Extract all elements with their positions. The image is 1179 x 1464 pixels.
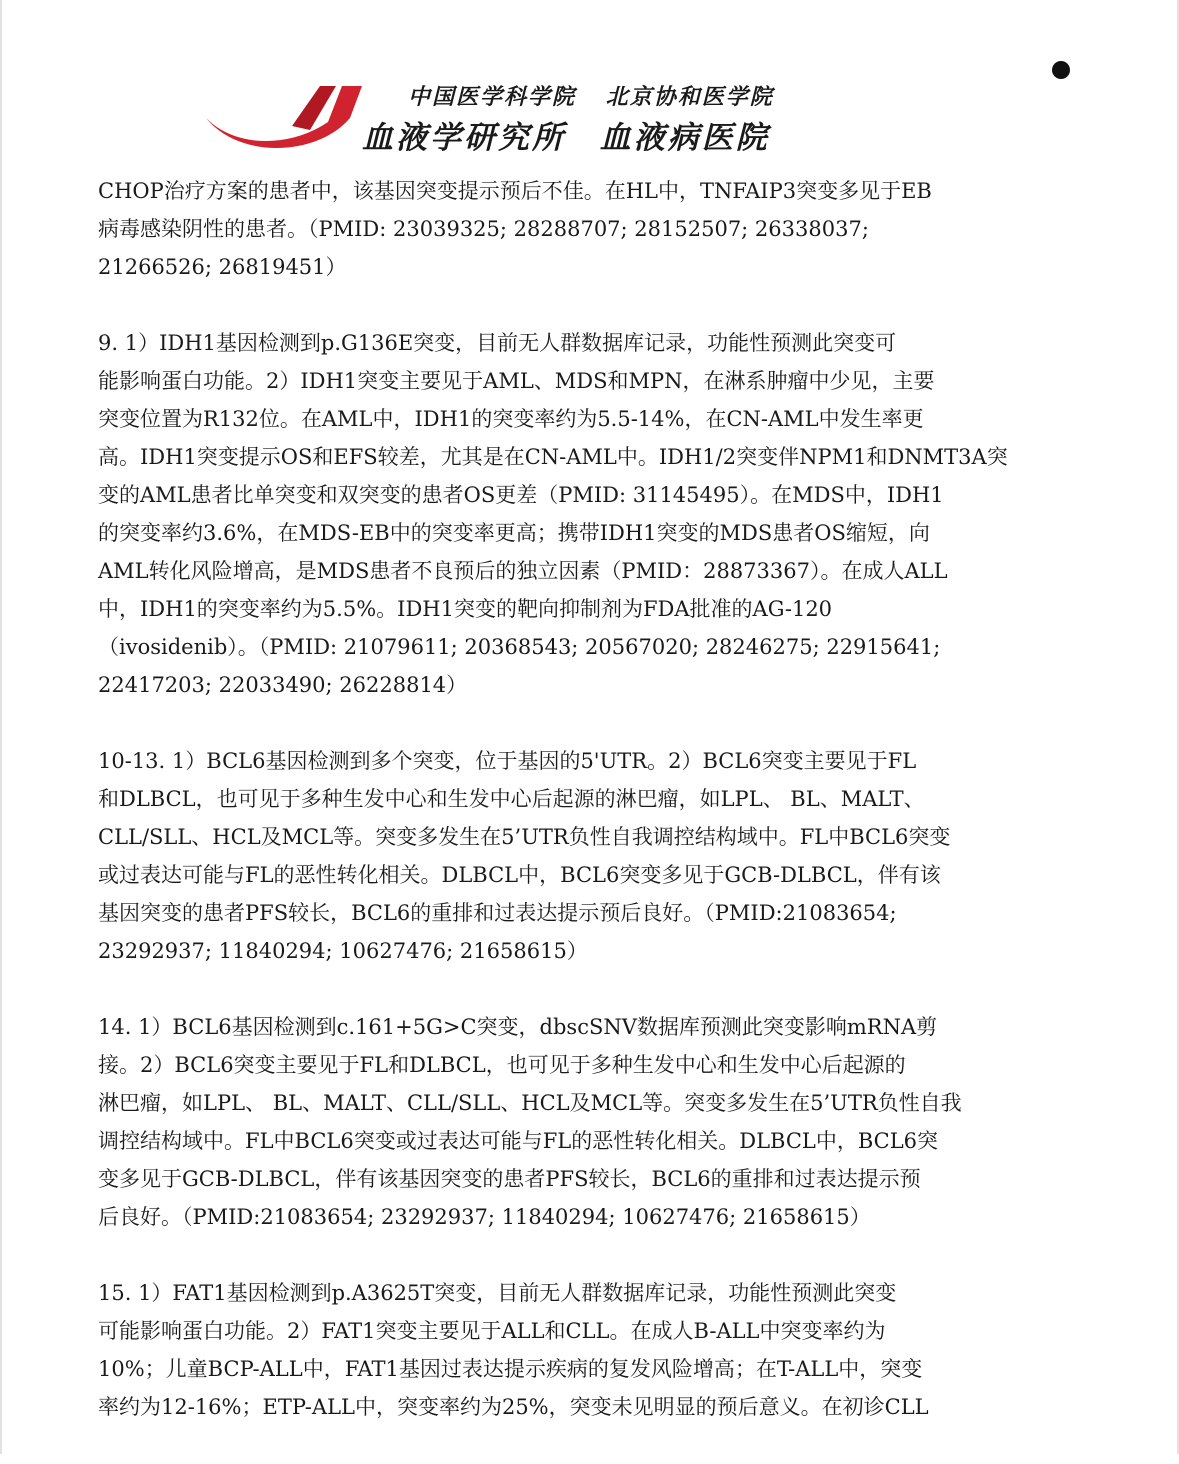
paragraph-idh1	[98, 324, 1038, 704]
text-line: 可能影响蛋白功能。2）FAT1突变主要见于ALL和CLL。在成人B-ALL中突变率约为	[98, 1319, 886, 1343]
text-line: 21266526; 26819451）	[98, 255, 347, 279]
text-line: 能影响蛋白功能。2）IDH1突变主要见于AML、MDS和MPN，在淋系肿瘤中少见，主要	[98, 369, 935, 393]
red-swoosh-logo-icon	[200, 78, 370, 158]
text-line: CLL/SLL、HCL及MCL等。突变多发生在5’UTR负性自我调控结构域中。FL中BCL6突变	[98, 825, 951, 849]
parent-institutions	[408, 80, 794, 111]
black-dot-marker	[1052, 61, 1070, 79]
text-line: 15. 1）FAT1基因检测到p.A3625T突变，目前无人群数据库记录，功能性预测此突变	[98, 1281, 897, 1305]
text-line: 变的AML患者比单突变和双突变的患者OS更差（PMID: 31145495）。在MDS中，IDH1	[98, 483, 944, 507]
institution-header	[200, 78, 800, 158]
text-line: 和DLBCL，也可见于多种生发中心和生发中心后起源的淋巴瘤，如LPL、 BL、MALT、	[98, 787, 925, 811]
text-line: 10%；儿童BCP-ALL中，FAT1基因过表达提示疾病的复发风险增高；在T-ALL中，突变	[98, 1357, 923, 1381]
text-line: 后良好。（PMID:21083654; 23292937; 11840294; 10627476; 21658615）	[98, 1205, 871, 1229]
text-line: AML转化风险增高，是MDS患者不良预后的独立因素（PMID：28873367）。在成人ALL	[98, 559, 948, 583]
text-line: 23292937; 11840294; 10627476; 21658615）	[98, 939, 588, 963]
text-line: 9. 1）IDH1基因检测到p.G136E突变，目前无人群数据库记录，功能性预测此突变可	[98, 331, 897, 355]
text-line: 中，IDH1的突变率约为5.5%。IDH1突变的靶向抑制剂为FDA批准的AG-120	[98, 597, 833, 621]
text-line: 的突变率约3.6%，在MDS-EB中的突变率更高；携带IDH1突变的MDS患者OS缩短，向	[98, 521, 930, 545]
institute-names	[362, 112, 790, 157]
text-line: 病毒感染阴性的患者。（PMID: 23039325; 28288707; 28152507; 26338037;	[98, 217, 869, 241]
text-line: 10-13. 1）BCL6基因检测到多个突变，位于基因的5'UTR。2）BCL6突变主要见于FL	[98, 749, 917, 773]
text-line: 14. 1）BCL6基因检测到c.161+5G>C突变，dbscSNV数据库预测此突变影响mRNA剪	[98, 1015, 938, 1039]
text-line: 或过表达可能与FL的恶性转化相关。DLBCL中，BCL6突变多见于GCB-DLBCL，伴有该	[98, 863, 941, 887]
text-line: 淋巴瘤，如LPL、 BL、MALT、CLL/SLL、HCL及MCL等。突变多发生在5’UTR负性自我	[98, 1091, 962, 1115]
paragraph-bcl6-utr	[98, 742, 1038, 970]
paragraph-tnfaip3	[98, 172, 1038, 286]
text-line: 接。2）BCL6突变主要见于FL和DLBCL，也可见于多种生发中心和生发中心后起源的	[98, 1053, 906, 1077]
text-line: CHOP治疗方案的患者中，该基因突变提示预后不佳。在HL中，TNFAIP3突变多见于EB	[98, 179, 932, 203]
institution-name: 中国医学科学院	[408, 84, 577, 110]
paragraph-bcl6-splice	[98, 1008, 1038, 1236]
report-body	[98, 172, 1038, 1464]
paragraph-fat1	[98, 1274, 1038, 1426]
text-line: 高。IDH1突变提示OS和EFS较差，尤其是在CN-AML中。IDH1/2突变伴NPM1和DNMT3A突	[98, 445, 1008, 469]
text-line: 突变位置为R132位。在AML中，IDH1的突变率约为5.5-14%，在CN-AML中发生率更	[98, 407, 924, 431]
text-line: 基因突变的患者PFS较长，BCL6的重排和过表达提示预后良好。（PMID:21083654;	[98, 901, 897, 925]
institute-name: 血液病医院	[599, 120, 770, 156]
institution-name: 北京协和医学院	[605, 84, 774, 110]
text-line: 调控结构域中。FL中BCL6突变或过表达可能与FL的恶性转化相关。DLBCL中，BCL6突	[98, 1129, 939, 1153]
institute-name: 血液学研究所	[362, 120, 566, 156]
text-line: 22417203; 22033490; 26228814）	[98, 673, 468, 697]
text-line: （ivosidenib）。（PMID: 21079611; 20368543; 20567020; 28246275; 22915641;	[98, 635, 941, 659]
text-line: 变多见于GCB-DLBCL，伴有该基因突变的患者PFS较长，BCL6的重排和过表达提示预	[98, 1167, 921, 1191]
text-line: 率约为12-16%；ETP-ALL中，突变率约为25%，突变未见明显的预后意义。在初诊CLL	[98, 1395, 929, 1419]
